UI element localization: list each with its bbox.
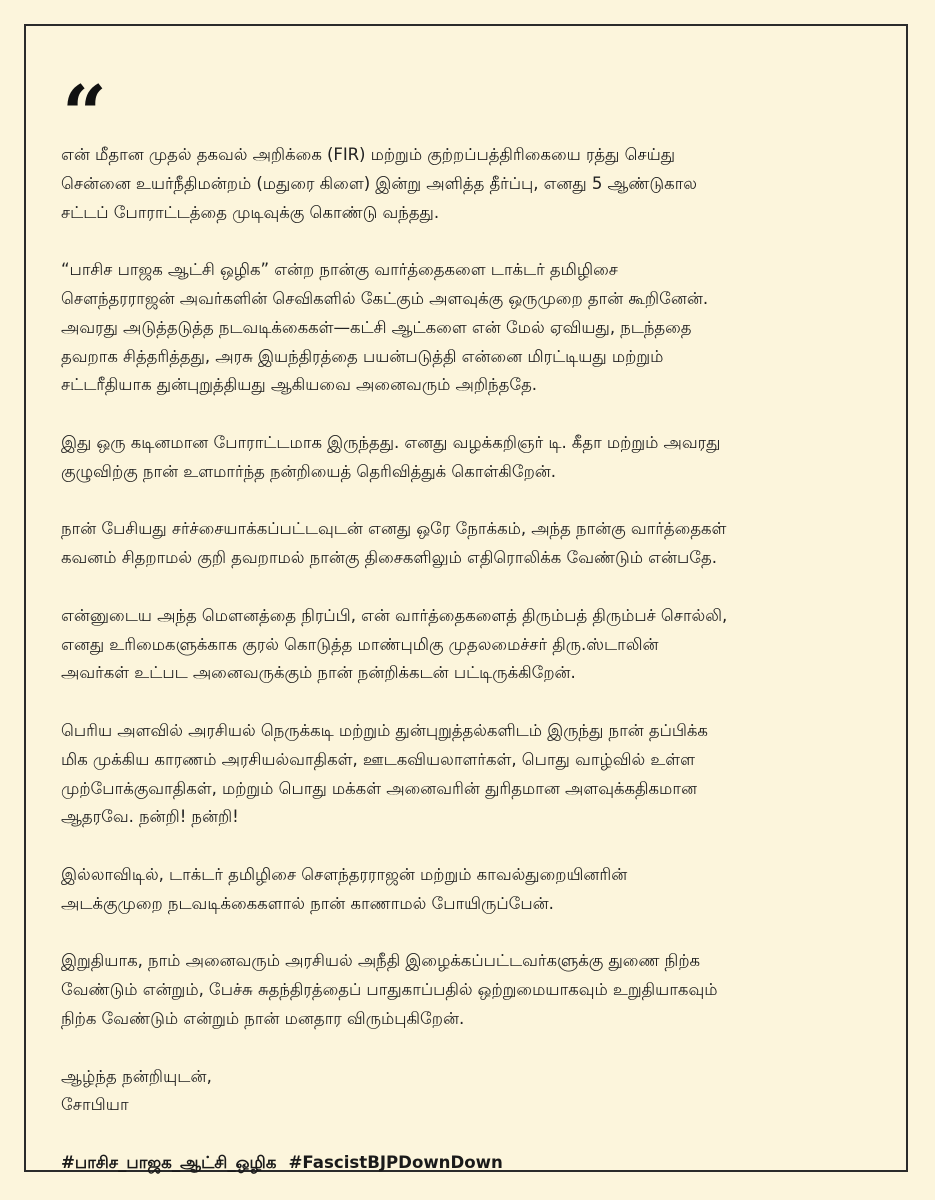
paragraph-lawyer-thanks: இது ஒரு கடினமான போராட்டமாக இருந்தது. எனது வழக்கறிஞர் டி. கீதா மற்றும் அவரது குழுவிற்கு நான் உளமார்ந்த நன்றியைத் தெரிவித்துக் கொள்கிறேன். xyxy=(61,432,721,481)
paragraph-slogan: “பாசிச பாஜக ஆட்சி ஒழிக” என்ற நான்கு வார்த்தைகளை டாக்டர் தமிழிசை சௌந்தரராஜன் அவர்களின் செவிகளில் கேட்கும் அளவுக்கு ஒருமுறை தான் கூறினேன். அவரது அடுத்தடுத்த நடவடிக்கைகள்—கட்சி ஆட்களை என் மேல் ஏவியது, நடந்ததை தவறாக சித்தரித்தது, அரசு இயந்திரத்தை பயன்படுத்தி என்னை மிரட்டியது மற்றும் சட்டரீதியாக துன்புறுத்தியது ஆகியவை அனைவரும் அறிந்ததே. xyxy=(61,260,709,395)
quotation-mark-icon: “ xyxy=(62,76,107,130)
hashtag-tamil: #பாசிச_பாஜக_ஆட்சி_ஒழிக xyxy=(61,1152,277,1172)
paragraph-otherwise: இல்லாவிடில், டாக்டர் தமிழிசை சௌந்தரராஜன் மற்றும் காவல்துறையினரின் அடக்குமுறை நடவடிக்கைகளால் நான் காணாமல் போயிருப்பேன். xyxy=(61,864,628,913)
paragraph-support: பெரிய அளவில் அரசியல் நெருக்கடி மற்றும் துன்புறுத்தல்களிடம் இருந்து நான் தப்பிக்க மிக முக்கிய காரணம் அரசியல்வாதிகள், ஊடகவியலாளர்கள், பொது வாழ்வில் உள்ள முற்போக்குவாதிகள், மற்றும் பொது மக்கள் அனைவரின் துரிதமான அளவுக்கதிகமான ஆதரவே. நன்றி! நன்றி! xyxy=(61,720,708,827)
signoff-name: சோபியா xyxy=(61,1095,129,1115)
signoff-closing: ஆழ்ந்த நன்றியுடன், xyxy=(61,1066,212,1086)
paragraph-conclusion: இறுதியாக, நாம் அனைவரும் அரசியல் அநீதி இழைக்கப்பட்டவர்களுக்கு துணை நிற்க வேண்டும் என்றும், பேச்சு சுதந்திரத்தைப் பாதுகாப்பதில் ஒற்றுமையாகவும் உறுதியாகவும் நிற்க வேண்டும் என்றும் நான் மனதார விரும்புகிறேன். xyxy=(61,951,718,1028)
hashtags xyxy=(61,1149,891,1178)
paragraph-cm-thanks: என்னுடைய அந்த மௌனத்தை நிரப்பி, என் வார்த்தைகளைத் திரும்பத் திரும்பச் சொல்லி, எனது உரிமைகளுக்காக குரல் கொடுத்த மாண்புமிகு முதலமைச்சர் திரு.ஸ்டாலின் அவர்கள் உட்பட அனைவருக்கும் நான் நன்றிக்கடன் பட்டிருக்கிறேன். xyxy=(61,605,728,683)
letter-body xyxy=(61,141,891,1178)
paragraph-verdict: என் மீதான முதல் தகவல் அறிக்கை (FIR) மற்றும் குற்றப்பத்திரிகையை ரத்து செய்து சென்னை உயர்நீதிமன்றம் (மதுரை கிளை) இன்று அளித்த தீர்ப்பு, எனது 5 ஆண்டுகால சட்டப் போராட்டத்தை முடிவுக்கு கொண்டு வந்தது. xyxy=(61,145,697,222)
hashtag-english: #FascistBJPDownDown xyxy=(288,1152,503,1172)
signoff xyxy=(61,1063,891,1121)
paragraph-purpose: நான் பேசியது சர்ச்சையாக்கப்பட்டவுடன் எனது ஒரே நோக்கம், அந்த நான்கு வார்த்தைகள் கவனம் சிதறாமல் குறி தவறாமல் நான்கு திசைகளிலும் எதிரொலிக்க வேண்டும் என்பதே. xyxy=(61,519,727,568)
